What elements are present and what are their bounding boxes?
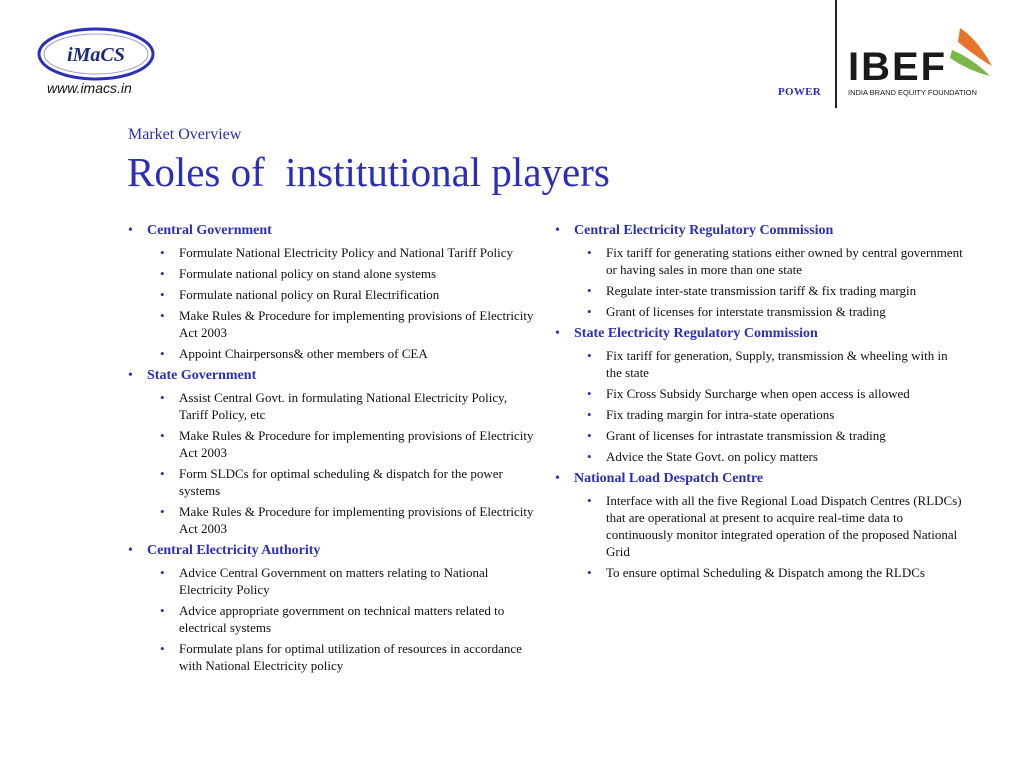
sub-bullet-item: • Make Rules & Procedure for implementing provisions of Electricity Act 2003 <box>160 307 538 341</box>
bullet-group-central-government <box>128 222 538 362</box>
sub-bullet-item: • Formulate National Electricity Policy and National Tariff Policy <box>160 244 538 261</box>
imacs-logo <box>36 26 156 82</box>
sub-bullet-item: • To ensure optimal Scheduling & Dispatch among the RLDCs <box>587 564 965 581</box>
bullet-group-central-electricity-authority <box>128 542 538 674</box>
sub-bullet-item: • Fix Cross Subsidy Surcharge when open access is allowed <box>587 385 965 402</box>
bullet-heading: • State Government <box>147 368 257 383</box>
sub-bullet-item: • Advice the State Govt. on policy matters <box>587 448 965 465</box>
sub-bullet-item: • Advice appropriate government on technical matters related to electrical systems <box>160 602 538 636</box>
sub-bullet-list <box>587 347 965 465</box>
sub-bullet-item: • Formulate plans for optimal utilization of resources in accordance with National Electricity policy <box>160 640 538 674</box>
sub-bullet-item: • Appoint Chairpersons& other members of CEA <box>160 345 538 362</box>
ibef-logo <box>848 20 998 100</box>
right-column <box>555 222 965 586</box>
sector-label: POWER <box>778 86 822 98</box>
ibef-logo-text: IBEF <box>848 45 948 89</box>
header-divider <box>835 0 837 108</box>
sub-bullet-list <box>587 492 965 581</box>
sub-bullet-item: • Assist Central Govt. in formulating National Electricity Policy, Tariff Policy, etc <box>160 389 538 423</box>
left-column <box>128 222 538 679</box>
sub-bullet-item: • Formulate national policy on stand alone systems <box>160 265 538 282</box>
sub-bullet-item: • Regulate inter-state transmission tariff & fix trading margin <box>587 282 965 299</box>
sub-bullet-list <box>160 244 538 362</box>
sub-bullet-item: • Fix tariff for generating stations either owned by central government or having sales in more than one state <box>587 244 965 278</box>
bullet-heading: • Central Electricity Authority <box>147 543 321 558</box>
bullet-group-central-electricity-regulatory-commission <box>555 222 965 320</box>
imacs-logo-text: iMaCS <box>67 44 125 66</box>
bullet-group-national-load-despatch-centre <box>555 470 965 581</box>
bullet-heading: • State Electricity Regulatory Commission <box>574 326 818 341</box>
sub-bullet-list <box>160 564 538 674</box>
sub-bullet-item: • Fix trading margin for intra-state operations <box>587 406 965 423</box>
sub-bullet-item: • Make Rules & Procedure for implementing provisions of Electricity Act 2003 <box>160 503 538 537</box>
bullet-heading: • National Load Despatch Centre <box>574 471 764 486</box>
sub-bullet-list <box>587 244 965 320</box>
ibef-tagline: INDIA BRAND EQUITY FOUNDATION <box>848 88 977 97</box>
bullet-heading: • Central Government <box>147 223 272 238</box>
bullet-heading: • Central Electricity Regulatory Commission <box>574 223 834 238</box>
section-label: Market Overview <box>128 126 242 143</box>
sub-bullet-item: • Grant of licenses for interstate transmission & trading <box>587 303 965 320</box>
sub-bullet-list <box>160 389 538 537</box>
bullet-group-state-electricity-regulatory-commission <box>555 325 965 465</box>
sub-bullet-item: • Formulate national policy on Rural Electrification <box>160 286 538 303</box>
sub-bullet-item: • Make Rules & Procedure for implementing provisions of Electricity Act 2003 <box>160 427 538 461</box>
sub-bullet-item: • Form SLDCs for optimal scheduling & dispatch for the power systems <box>160 465 538 499</box>
sub-bullet-item: • Advice Central Government on matters relating to National Electricity Policy <box>160 564 538 598</box>
sub-bullet-item: • Interface with all the five Regional Load Dispatch Centres (RLDCs) that are operational at present to acquire real-time data to continuously monitor integrated operation of the proposed National Grid <box>587 492 965 560</box>
sub-bullet-item: • Grant of licenses for intrastate transmission & trading <box>587 427 965 444</box>
imacs-url[interactable]: www.imacs.in <box>47 80 132 96</box>
sub-bullet-item: • Fix tariff for generation, Supply, transmission & wheeling with in the state <box>587 347 965 381</box>
bullet-group-state-government <box>128 367 538 537</box>
page-title: Roles of institutional players <box>127 149 610 195</box>
